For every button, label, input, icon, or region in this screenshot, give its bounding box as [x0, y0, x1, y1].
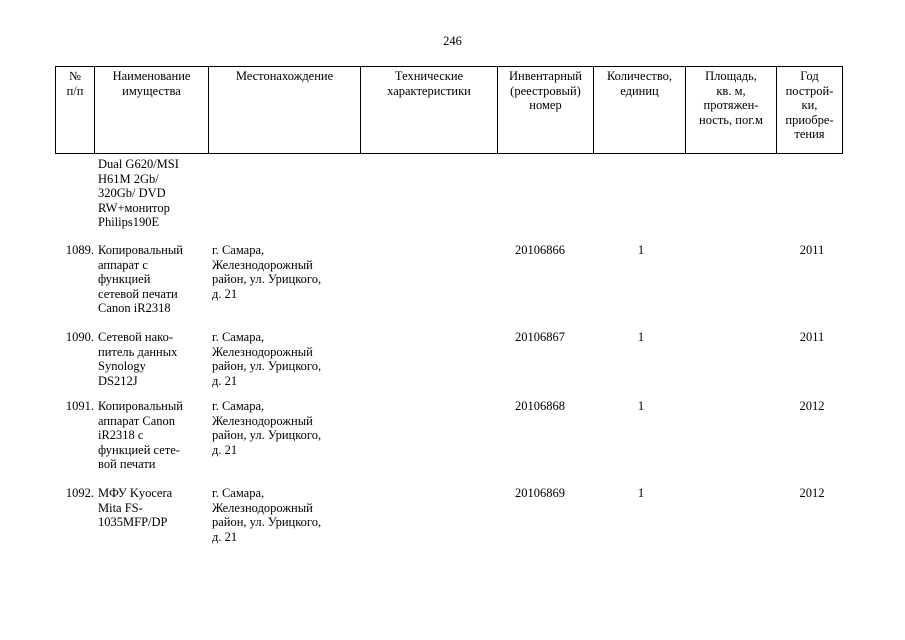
row-location: г. Самара, Железнодорожный район, ул. Урицкого, д. 21 — [212, 486, 322, 544]
page-number: 246 — [443, 34, 462, 48]
row-inventory: 20106867 — [515, 330, 565, 344]
header-specs: Технические характеристики — [361, 67, 498, 154]
row-number: 1091. — [65, 399, 94, 413]
row-quantity: 1 — [637, 486, 645, 500]
header-inventory: Инвентарный (реестровый) номер — [498, 67, 594, 154]
row-year: 2011 — [799, 243, 825, 257]
row-number: 1089. — [65, 243, 94, 257]
row-year: 2011 — [799, 330, 825, 344]
header-name: Наименование имущества — [95, 67, 209, 154]
row-year: 2012 — [799, 486, 825, 500]
row-number: 1090. — [65, 330, 94, 344]
header-quantity: Количество, единиц — [594, 67, 686, 154]
row-inventory: 20106868 — [515, 399, 565, 413]
header-area: Площадь, кв. м, протяжен- ность, пог.м — [686, 67, 777, 154]
header-row — [56, 67, 843, 154]
row-location: г. Самара, Железнодорожный район, ул. Урицкого, д. 21 — [212, 243, 322, 301]
row-quantity: 1 — [637, 330, 645, 344]
header-location: Местонахождение — [209, 67, 361, 154]
row-quantity: 1 — [637, 243, 645, 257]
row-name: Копировальный аппарат с функцией сетевой печати Canon iR2318 — [98, 243, 183, 316]
table-header — [55, 66, 843, 154]
row-year: 2012 — [799, 399, 825, 413]
row-inventory: 20106869 — [515, 486, 565, 500]
row-name: МФУ Kyocera Mita FS- 1035MFP/DP — [98, 486, 173, 530]
row-number: 1092. — [65, 486, 94, 500]
continuation-text: Dual G620/MSI H61M 2Gb/ 320Gb/ DVD RW+монитор Philips190E — [98, 157, 179, 230]
row-location: г. Самара, Железнодорожный район, ул. Урицкого, д. 21 — [212, 399, 322, 457]
row-name: Сетевой нако- питель данных Synology DS212J — [98, 330, 178, 388]
header-number: № п/п — [56, 67, 95, 154]
row-location: г. Самара, Железнодорожный район, ул. Урицкого, д. 21 — [212, 330, 322, 388]
row-inventory: 20106866 — [515, 243, 565, 257]
row-name: Копировальный аппарат Canon iR2318 с функцией сете- вой печати — [98, 399, 183, 472]
row-quantity: 1 — [637, 399, 645, 413]
header-year: Год построй- ки, приобре- тения — [777, 67, 843, 154]
